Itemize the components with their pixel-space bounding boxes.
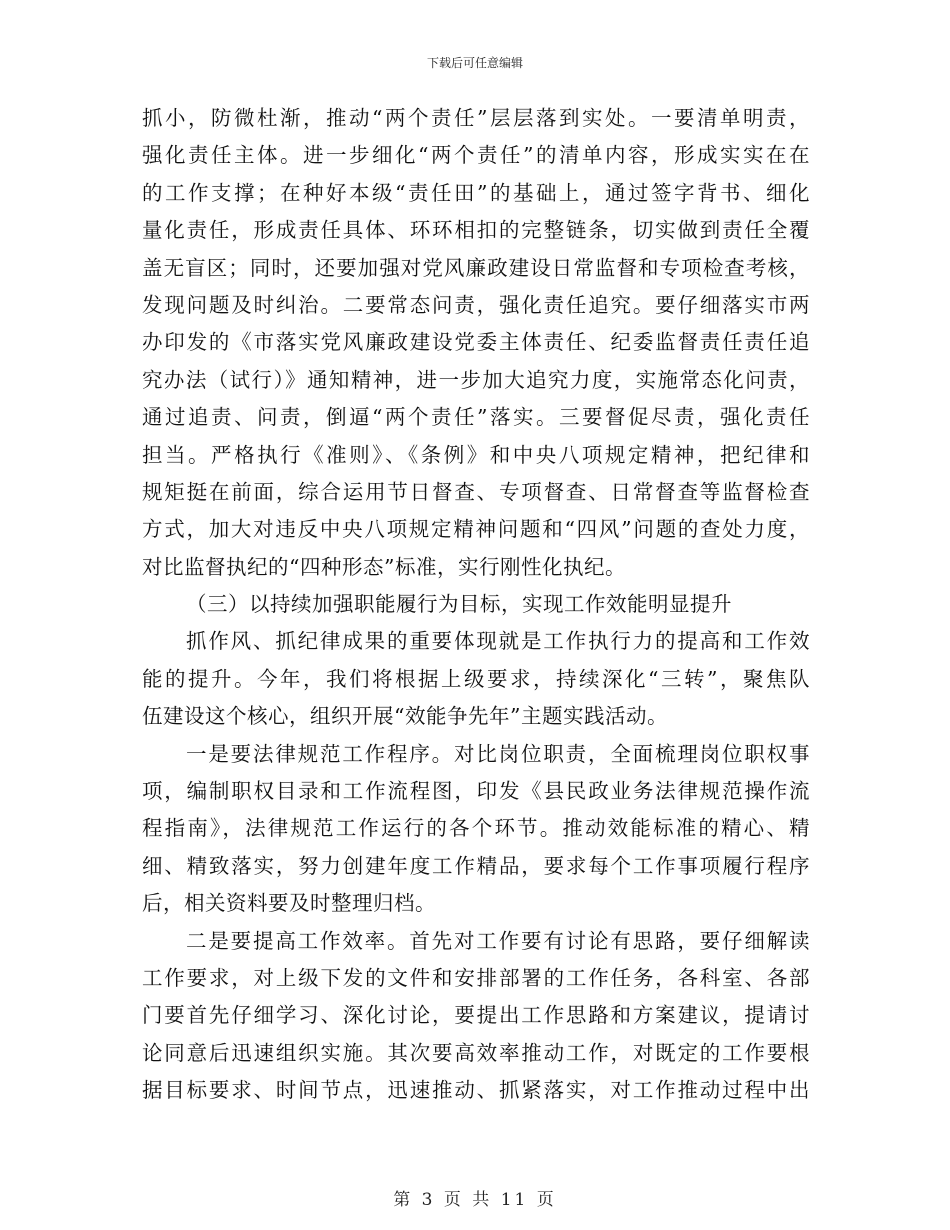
text-line: 的工作支撑；在种好本级“责任田”的基础上，通过签字背书、细化: [142, 180, 810, 205]
text-line: 门要首先仔细学习、深化讨论，要提出工作思路和方案建议，提请讨: [142, 1003, 810, 1028]
text-line: 究办法（试行）》通知精神，进一步加大追究力度，实施常态化问责，: [142, 367, 810, 392]
text-line: 方式，加大对违反中央八项规定精神问题和“四风”问题的查处力度，: [142, 517, 810, 542]
text-line: 通过追责、问责，倒逼“两个责任”落实。三要督促尽责，强化责任: [142, 405, 810, 430]
text-line: 程指南》，法律规范工作运行的各个环节。推动效能标准的精心、精: [142, 816, 810, 841]
text-line: 盖无盲区；同时，还要加强对党风廉政建设日常监督和专项检查考核，: [142, 255, 810, 280]
text-line: 伍建设这个核心，组织开展“效能争先年”主题实践活动。: [142, 704, 668, 729]
text-line: 对比监督执纪的“四种形态”标准，实行刚性化执纪。: [142, 554, 626, 579]
text-line: 强化责任主体。进一步细化“两个责任”的清单内容，形成实实在在: [142, 143, 810, 168]
page-header: 下载后可任意编辑: [426, 56, 523, 70]
text-line: 抓小，防微杜渐，推动“两个责任”层层落到实处。一要清单明责，: [142, 106, 810, 130]
text-line: 二是要提高工作效率。首先对工作要有讨论有思路，要仔细解读: [186, 928, 810, 953]
text-line: 后，相关资料要及时整理归档。: [142, 891, 436, 916]
text-line: 能的提升。今年，我们将根据上级要求，持续深化“三转”，聚焦队: [142, 666, 810, 691]
text-line: 论同意后迅速组织实施。其次要高效率推动工作，对既定的工作要根: [142, 1040, 810, 1065]
text-line: 细、精致落实，努力创建年度工作精品，要求每个工作事项履行程序: [142, 853, 810, 878]
text-line: 办印发的《市落实党风廉政建设党委主体责任、纪委监督责任责任追: [142, 330, 810, 355]
text-line: 量化责任，形成责任具体、环环相扣的完整链条，切实做到责任全覆: [142, 218, 810, 243]
text-line: 担当。严格执行《准则》、《条例》和中央八项规定精神，把纪律和: [142, 442, 810, 467]
text-line: （三）以持续加强职能履行为目标，实现工作效能明显提升: [186, 592, 732, 617]
page-footer: 第 3 页 共 11 页: [393, 1190, 557, 1210]
text-line: 据目标要求、时间节点，迅速推动、抓紧落实，对工作推动过程中出: [142, 1078, 810, 1103]
document-body: [142, 100, 810, 1110]
text-line: 规矩挺在前面，综合运用节日督查、专项督查、日常督查等监督检查: [142, 479, 810, 504]
text-line: 项，编制职权目录和工作流程图，印发《县民政业务法律规范操作流: [142, 779, 810, 804]
text-line: 工作要求，对上级下发的文件和安排部署的工作任务，各科室、各部: [142, 965, 810, 990]
text-line: 发现问题及时纠治。二要常态问责，强化责任追究。要仔细落实市两: [142, 292, 810, 317]
text-line: 一是要法律规范工作程序。对比岗位职责，全面梳理岗位职权事: [186, 741, 810, 766]
text-line: 抓作风、抓纪律成果的重要体现就是工作执行力的提高和工作效: [186, 629, 810, 654]
